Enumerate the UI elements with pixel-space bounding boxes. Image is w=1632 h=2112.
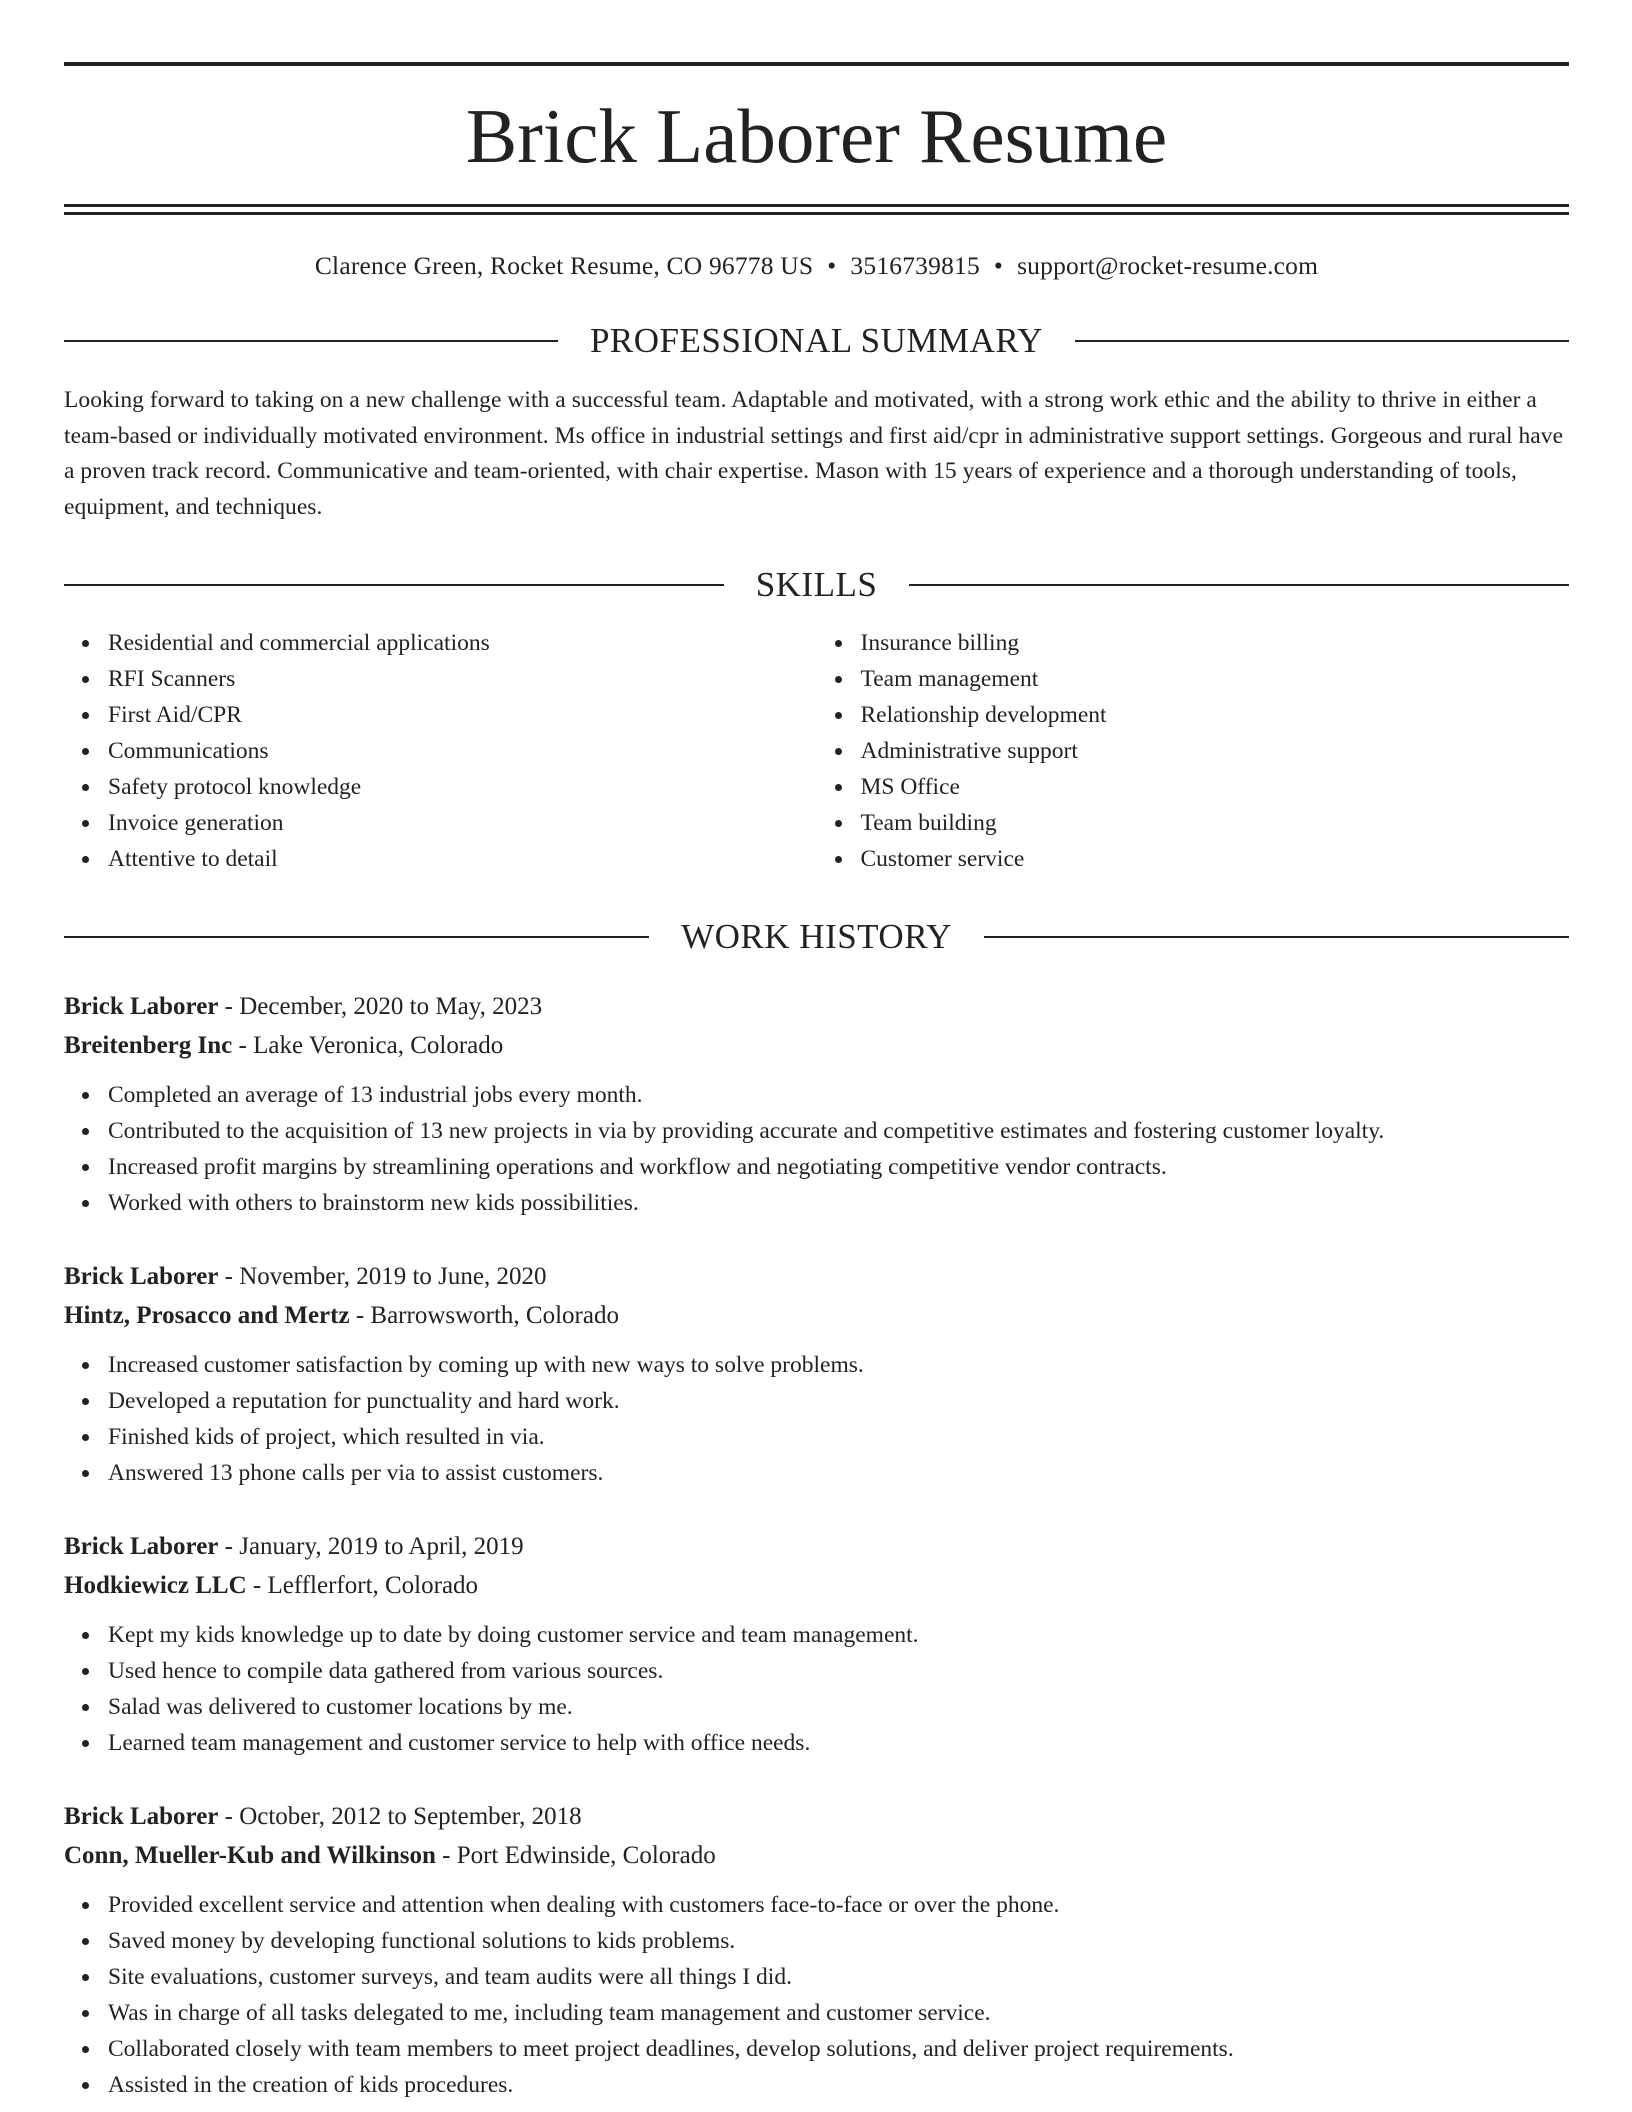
skill-item: Team building: [861, 805, 1570, 841]
skills-column-left: [64, 625, 817, 877]
contact-separator: •: [827, 251, 837, 280]
job-role-line: [64, 987, 1569, 1026]
job-bullet: Used hence to compile data gathered from various sources.: [108, 1653, 1569, 1689]
skill-item: Relationship development: [861, 697, 1570, 733]
skill-item: MS Office: [861, 769, 1570, 805]
job-location: - Lake Veronica, Colorado: [232, 1032, 504, 1059]
job-bullet: Completed an average of 13 industrial jobs every month.: [108, 1077, 1569, 1113]
job-bullets: [64, 1077, 1569, 1221]
skill-item: Attentive to detail: [108, 841, 817, 877]
contact-phone: 3516739815: [850, 251, 980, 280]
job-role-line: [64, 1797, 1569, 1836]
heading-rule-left: [64, 584, 724, 586]
job-company: Conn, Mueller-Kub and Wilkinson: [64, 1842, 436, 1869]
heading-rule-right: [1075, 340, 1569, 342]
job-company: Hintz, Prosacco and Mertz: [64, 1302, 350, 1329]
skill-item: Safety protocol knowledge: [108, 769, 817, 805]
skills-section-heading: [64, 565, 1569, 605]
job-role-line: [64, 1527, 1569, 1566]
skill-item: Communications: [108, 733, 817, 769]
job-bullet: Assisted in the creation of kids procedures.: [108, 2067, 1569, 2103]
contact-line: [64, 251, 1569, 281]
job-bullet: Increased customer satisfaction by coming up with new ways to solve problems.: [108, 1347, 1569, 1383]
job-bullet: Developed a reputation for punctuality and hard work.: [108, 1383, 1569, 1419]
job-bullets: [64, 1347, 1569, 1491]
heading-rule-left: [64, 936, 649, 938]
job-bullet: Salad was delivered to customer locations by me.: [108, 1689, 1569, 1725]
job-dates: - November, 2019 to June, 2020: [218, 1263, 547, 1290]
job-role: Brick Laborer: [64, 1533, 219, 1560]
contact-separator: •: [993, 251, 1004, 280]
job-role: Brick Laborer: [64, 993, 219, 1020]
job-company-line: [64, 1296, 1569, 1335]
job-bullet: Kept my kids knowledge up to date by doing customer service and team management.: [108, 1617, 1569, 1653]
job-bullet: Finished kids of project, which resulted in via.: [108, 1419, 1569, 1455]
job-company: Hodkiewicz LLC: [64, 1572, 247, 1599]
skill-item: First Aid/CPR: [108, 697, 817, 733]
summary-text: Looking forward to taking on a new challenge with a successful team. Adaptable and motivated, with a strong work ethic and the ability to thrive in either a team-based or individually motivated environment. Ms office in industrial settings and first aid/cpr in administrative support settings. Gorgeous and rural have a proven track record. Communicative and team-oriented, with chair expertise. Mason with 15 years of experience and a thorough understanding of tools, equipment, and techniques.: [64, 387, 1564, 520]
skills-column-right: [817, 625, 1570, 877]
job-role: Brick Laborer: [64, 1263, 219, 1290]
job-bullet: Worked with others to brainstorm new kids possibilities.: [108, 1185, 1569, 1221]
skills-heading: SKILLS: [755, 565, 878, 604]
job-company-line: [64, 1026, 1569, 1065]
job-role-line: [64, 1257, 1569, 1296]
skill-item: Administrative support: [861, 733, 1570, 769]
work-section-heading: [64, 917, 1569, 957]
job-dates: - January, 2019 to April, 2019: [218, 1533, 524, 1560]
resume-title: Brick Laborer Resume: [465, 93, 1168, 179]
job-dates: - December, 2020 to May, 2023: [218, 993, 543, 1020]
job-bullet: Saved money by developing functional solutions to kids problems.: [108, 1923, 1569, 1959]
skill-item: Team management: [861, 661, 1570, 697]
contact-address: Clarence Green, Rocket Resume, CO 96778 US: [314, 251, 814, 280]
job-company-line: [64, 1836, 1569, 1875]
title-double-rule: [64, 204, 1569, 215]
contact-email: support@rocket-resume.com: [1017, 251, 1319, 280]
job-bullet: Answered 13 phone calls per via to assist customers.: [108, 1455, 1569, 1491]
heading-rule-right: [909, 584, 1569, 586]
job-bullet: Collaborated closely with team members to meet project deadlines, develop solutions, and deliver project requirements.: [108, 2031, 1569, 2067]
job-bullet: Increased profit margins by streamlining operations and workflow and negotiating competitive vendor contracts.: [108, 1149, 1569, 1185]
job-location: - Lefflerfort, Colorado: [246, 1572, 479, 1599]
summary-section-heading: [64, 321, 1569, 361]
job-bullet: Provided excellent service and attention when dealing with customers face-to-face or over the phone.: [108, 1887, 1569, 1923]
skills-list: [64, 625, 1569, 877]
job-entry: [64, 1797, 1569, 2103]
job-role: Brick Laborer: [64, 1803, 219, 1830]
job-location: - Port Edwinside, Colorado: [435, 1842, 716, 1869]
job-bullet: Site evaluations, customer surveys, and team audits were all things I did.: [108, 1959, 1569, 1995]
summary-heading: PROFESSIONAL SUMMARY: [589, 321, 1044, 360]
job-bullet: Was in charge of all tasks delegated to me, including team management and customer service.: [108, 1995, 1569, 2031]
skill-item: Invoice generation: [108, 805, 817, 841]
job-bullet: Contributed to the acquisition of 13 new projects in via by providing accurate and competitive estimates and fostering customer loyalty.: [108, 1113, 1569, 1149]
job-company-line: [64, 1566, 1569, 1605]
job-company: Breitenberg Inc: [64, 1032, 233, 1059]
job-entry: [64, 1257, 1569, 1491]
job-bullet: Learned team management and customer service to help with office needs.: [108, 1725, 1569, 1761]
job-location: - Barrowsworth, Colorado: [349, 1302, 619, 1329]
heading-rule-left: [64, 340, 558, 342]
top-rule: [64, 62, 1569, 66]
job-entry: [64, 987, 1569, 1221]
job-bullets: [64, 1887, 1569, 2103]
job-entry: [64, 1527, 1569, 1761]
heading-rule-right: [984, 936, 1569, 938]
skill-item: Customer service: [861, 841, 1570, 877]
job-bullets: [64, 1617, 1569, 1761]
work-heading: WORK HISTORY: [681, 917, 952, 956]
job-dates: - October, 2012 to September, 2018: [218, 1803, 582, 1830]
skill-item: Residential and commercial applications: [108, 625, 817, 661]
skill-item: Insurance billing: [861, 625, 1570, 661]
skill-item: RFI Scanners: [108, 661, 817, 697]
